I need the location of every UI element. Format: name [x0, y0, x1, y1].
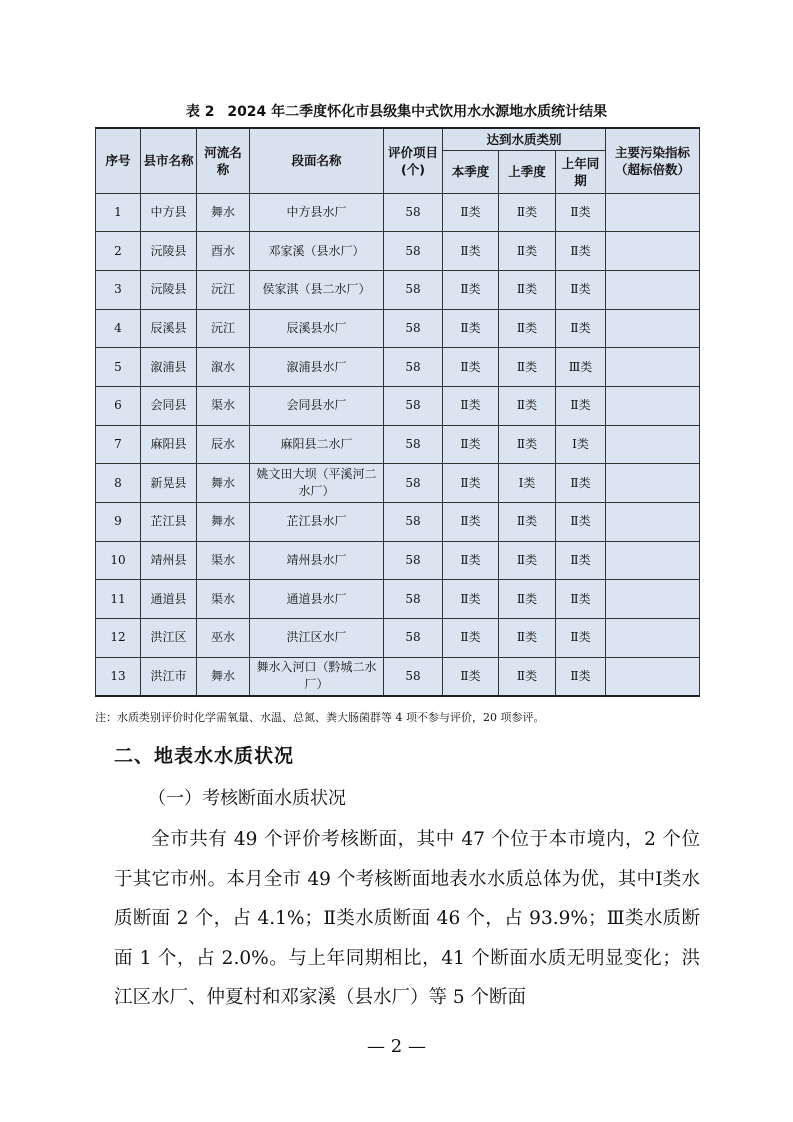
cell-this-quarter: Ⅱ类 [443, 541, 499, 580]
cell-county: 通道县 [141, 580, 197, 619]
cell-section: 舞水入河口（黔城二水厂） [250, 657, 384, 696]
cell-county: 新晃县 [141, 464, 197, 503]
cell-county: 洪江区 [141, 619, 197, 658]
cell-pollutant [606, 503, 700, 542]
cell-this-quarter: Ⅱ类 [443, 503, 499, 542]
cell-items: 58 [384, 193, 443, 232]
cell-pollutant [606, 580, 700, 619]
cell-pollutant [606, 386, 700, 425]
cell-seq: 4 [96, 309, 141, 348]
header-this-quarter: 本季度 [443, 150, 499, 193]
table-caption-label: 表 2 [185, 104, 215, 120]
header-river: 河流名称 [197, 128, 250, 193]
cell-seq: 8 [96, 464, 141, 503]
cell-county: 麻阳县 [141, 425, 197, 464]
cell-county: 中方县 [141, 193, 197, 232]
cell-seq: 11 [96, 580, 141, 619]
cell-pollutant [606, 193, 700, 232]
section-heading: 二、地表水水质状况 [114, 745, 295, 767]
cell-county: 沅陵县 [141, 270, 197, 309]
page-number: — 2 — [367, 1036, 426, 1057]
table-row [96, 464, 700, 503]
cell-items: 58 [384, 232, 443, 271]
cell-last-year: Ⅱ类 [556, 580, 606, 619]
cell-items: 58 [384, 425, 443, 464]
cell-county: 洪江市 [141, 657, 197, 696]
cell-last-year: Ⅱ类 [556, 193, 606, 232]
cell-this-quarter: Ⅱ类 [443, 386, 499, 425]
cell-pollutant [606, 464, 700, 503]
cell-county: 芷江县 [141, 503, 197, 542]
cell-last-year: Ⅱ类 [556, 386, 606, 425]
cell-last-year: Ⅱ类 [556, 309, 606, 348]
cell-river: 渠水 [197, 541, 250, 580]
cell-pollutant [606, 657, 700, 696]
table-row [96, 309, 700, 348]
cell-items: 58 [384, 270, 443, 309]
cell-last-year: Ⅱ类 [556, 464, 606, 503]
cell-section: 靖州县水厂 [250, 541, 384, 580]
cell-seq: 1 [96, 193, 141, 232]
cell-river: 溆水 [197, 348, 250, 387]
cell-seq: 12 [96, 619, 141, 658]
cell-last-year: Ⅱ类 [556, 232, 606, 271]
cell-items: 58 [384, 386, 443, 425]
cell-seq: 9 [96, 503, 141, 542]
cell-section: 溆浦县水厂 [250, 348, 384, 387]
cell-county: 会同县 [141, 386, 197, 425]
cell-seq: 6 [96, 386, 141, 425]
table-row [96, 503, 700, 542]
cell-last-quarter: Ⅱ类 [499, 348, 556, 387]
cell-pollutant [606, 425, 700, 464]
table-row [96, 619, 700, 658]
cell-river: 渠水 [197, 580, 250, 619]
water-quality-table [95, 127, 700, 697]
cell-section: 通道县水厂 [250, 580, 384, 619]
cell-last-quarter: Ⅱ类 [499, 503, 556, 542]
cell-last-year: Ⅲ类 [556, 348, 606, 387]
cell-items: 58 [384, 309, 443, 348]
cell-river: 舞水 [197, 193, 250, 232]
cell-last-quarter: Ⅱ类 [499, 425, 556, 464]
header-last-year: 上年同期 [556, 150, 606, 193]
cell-last-year: Ⅱ类 [556, 270, 606, 309]
header-county: 县市名称 [141, 128, 197, 193]
cell-river: 舞水 [197, 503, 250, 542]
cell-last-quarter: Ⅱ类 [499, 386, 556, 425]
cell-pollutant [606, 270, 700, 309]
cell-last-year: Ⅰ类 [556, 425, 606, 464]
cell-seq: 13 [96, 657, 141, 696]
table-row [96, 193, 700, 232]
cell-this-quarter: Ⅱ类 [443, 309, 499, 348]
cell-last-year: Ⅱ类 [556, 503, 606, 542]
header-last-quarter: 上季度 [499, 150, 556, 193]
cell-items: 58 [384, 503, 443, 542]
table-row [96, 270, 700, 309]
cell-seq: 7 [96, 425, 141, 464]
cell-river: 酉水 [197, 232, 250, 271]
cell-river: 巫水 [197, 619, 250, 658]
cell-county: 沅陵县 [141, 232, 197, 271]
cell-section: 中方县水厂 [250, 193, 384, 232]
cell-last-year: Ⅱ类 [556, 541, 606, 580]
cell-pollutant [606, 541, 700, 580]
cell-last-year: Ⅱ类 [556, 619, 606, 658]
cell-items: 58 [384, 464, 443, 503]
header-section: 段面名称 [250, 128, 384, 193]
cell-this-quarter: Ⅱ类 [443, 348, 499, 387]
cell-section: 麻阳县二水厂 [250, 425, 384, 464]
table-caption [0, 101, 793, 121]
cell-section: 侯家淇（县二水厂） [250, 270, 384, 309]
table-row [96, 348, 700, 387]
table-row [96, 386, 700, 425]
cell-items: 58 [384, 348, 443, 387]
cell-county: 溆浦县 [141, 348, 197, 387]
cell-seq: 10 [96, 541, 141, 580]
body-paragraph: 全市共有 49 个评价考核断面，其中 47 个位于本市境内，2 个位于其它市州。本月全市 49 个考核断面地表水水质总体为优，其中Ⅰ类水质断面 2 个，占 4.1%；Ⅱ类水质断面 46 个，占 93.9%；Ⅲ类水质断面 1 个，占 2.0%。与上年同期相比，41 个断面水质无明显变化；洪江区水厂、仲夏村和邓家溪（县水厂）等 5 个断面 [114, 829, 700, 1008]
cell-last-quarter: Ⅰ类 [499, 464, 556, 503]
header-class-group: 达到水质类别 [443, 128, 606, 150]
cell-last-year: Ⅱ类 [556, 657, 606, 696]
cell-section: 洪江区水厂 [250, 619, 384, 658]
table-row [96, 541, 700, 580]
cell-seq: 3 [96, 270, 141, 309]
cell-items: 58 [384, 657, 443, 696]
cell-river: 渠水 [197, 386, 250, 425]
header-items: 评价项目(个) [384, 128, 443, 193]
subsection-heading: （一）考核断面水质状况 [148, 788, 346, 809]
cell-river: 舞水 [197, 657, 250, 696]
cell-pollutant [606, 232, 700, 271]
cell-last-quarter: Ⅱ类 [499, 580, 556, 619]
cell-pollutant [606, 348, 700, 387]
cell-section: 邓家溪（县水厂） [250, 232, 384, 271]
cell-last-quarter: Ⅱ类 [499, 657, 556, 696]
cell-items: 58 [384, 580, 443, 619]
table-note: 注：水质类别评价时化学需氧量、水温、总氮、粪大肠菌群等 4 项不参与评价，20 项参评。 [95, 711, 545, 724]
cell-this-quarter: Ⅱ类 [443, 425, 499, 464]
cell-section: 辰溪县水厂 [250, 309, 384, 348]
cell-section: 会同县水厂 [250, 386, 384, 425]
cell-river: 舞水 [197, 464, 250, 503]
cell-county: 辰溪县 [141, 309, 197, 348]
cell-pollutant [606, 619, 700, 658]
cell-this-quarter: Ⅱ类 [443, 580, 499, 619]
cell-this-quarter: Ⅱ类 [443, 464, 499, 503]
cell-last-quarter: Ⅱ类 [499, 309, 556, 348]
cell-section: 芷江县水厂 [250, 503, 384, 542]
table-body [96, 193, 700, 696]
table-caption-title: 2024 年二季度怀化市县级集中式饮用水水源地水质统计结果 [227, 104, 608, 120]
cell-this-quarter: Ⅱ类 [443, 193, 499, 232]
cell-this-quarter: Ⅱ类 [443, 270, 499, 309]
cell-last-quarter: Ⅱ类 [499, 193, 556, 232]
cell-this-quarter: Ⅱ类 [443, 619, 499, 658]
cell-section: 姚文田大坝（平溪河二水厂） [250, 464, 384, 503]
cell-items: 58 [384, 619, 443, 658]
cell-river: 沅江 [197, 270, 250, 309]
cell-this-quarter: Ⅱ类 [443, 232, 499, 271]
header-pollutant: 主要污染指标（超标倍数） [606, 128, 700, 193]
table-row [96, 580, 700, 619]
cell-last-quarter: Ⅱ类 [499, 232, 556, 271]
table-row [96, 657, 700, 696]
cell-seq: 2 [96, 232, 141, 271]
cell-last-quarter: Ⅱ类 [499, 619, 556, 658]
cell-this-quarter: Ⅱ类 [443, 657, 499, 696]
cell-pollutant [606, 309, 700, 348]
cell-items: 58 [384, 541, 443, 580]
cell-county: 靖州县 [141, 541, 197, 580]
cell-river: 沅江 [197, 309, 250, 348]
cell-last-quarter: Ⅱ类 [499, 541, 556, 580]
cell-seq: 5 [96, 348, 141, 387]
table-row [96, 425, 700, 464]
cell-last-quarter: Ⅱ类 [499, 270, 556, 309]
cell-river: 辰水 [197, 425, 250, 464]
table-row [96, 232, 700, 271]
header-seq: 序号 [96, 128, 141, 193]
